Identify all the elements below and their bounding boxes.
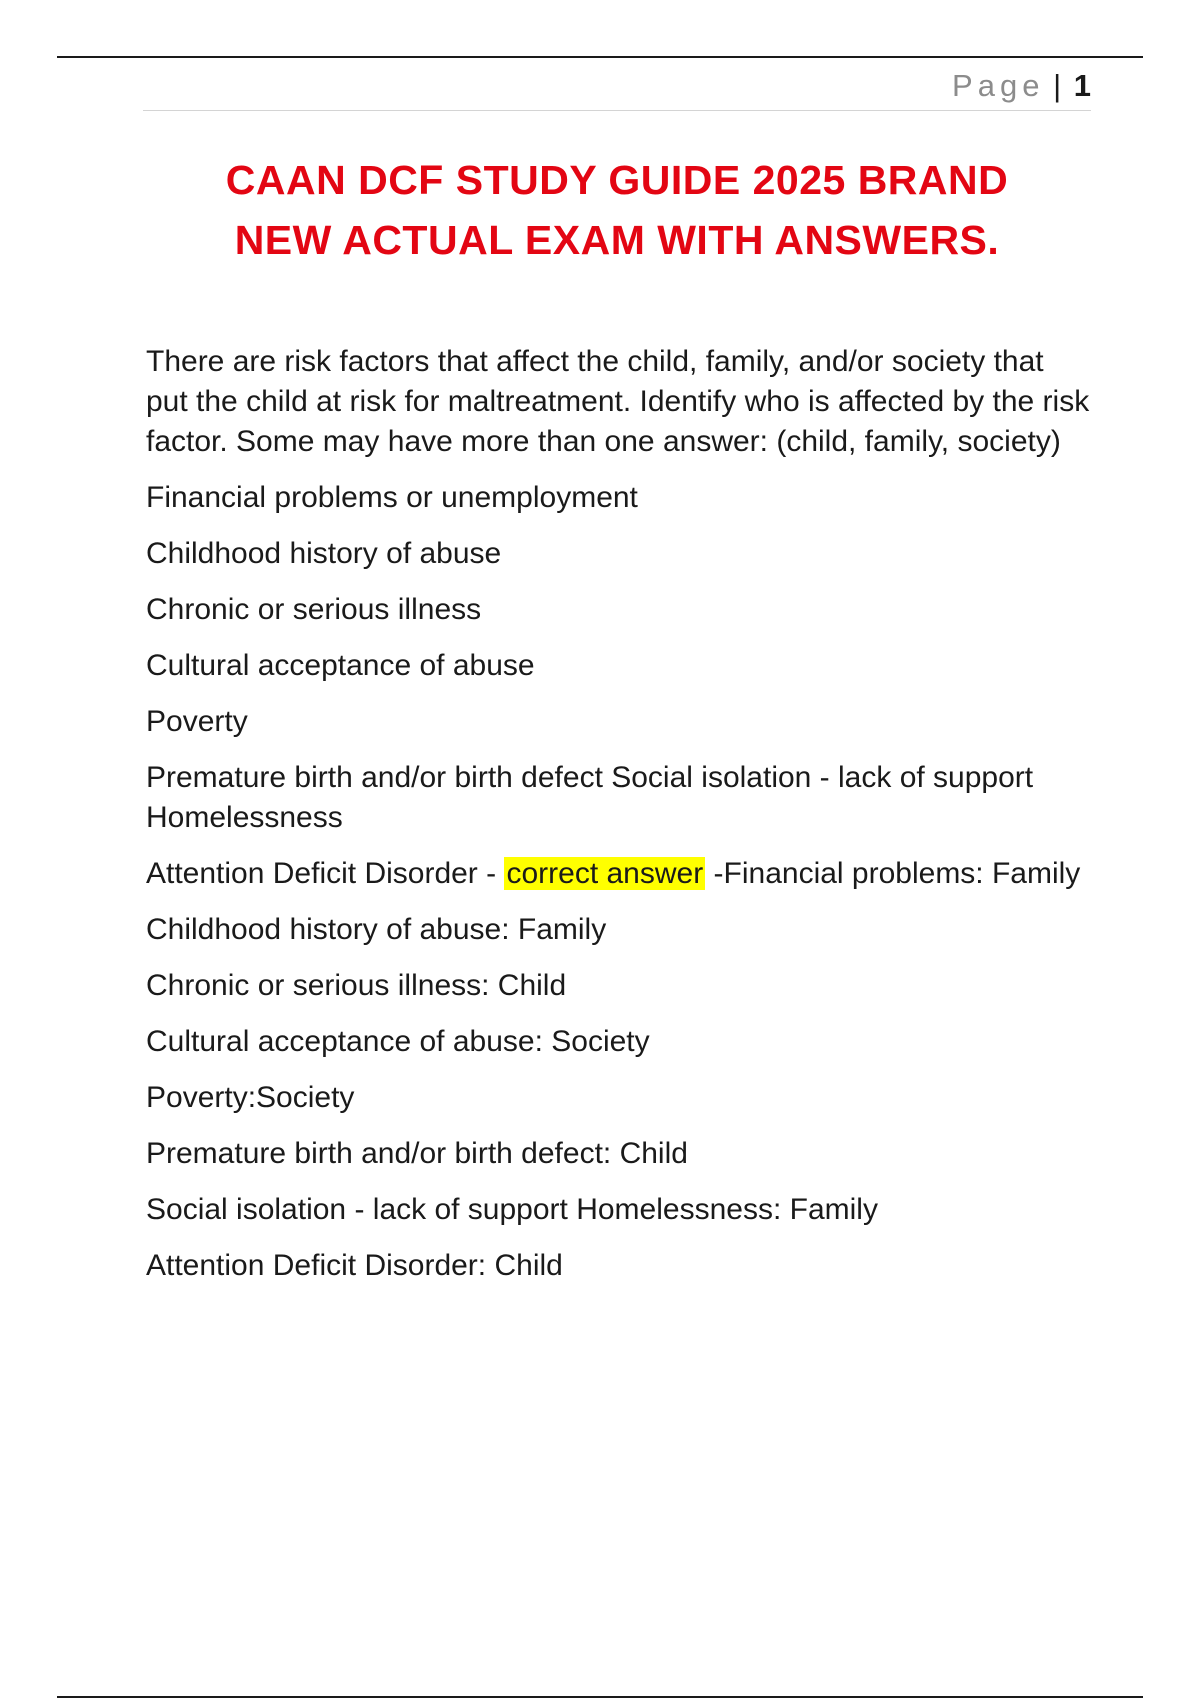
title-line-2: NEW ACTUAL EXAM WITH ANSWERS. xyxy=(234,217,1000,263)
answer-item: Attention Deficit Disorder: Child xyxy=(146,1249,563,1282)
answer-item: Childhood history of abuse: Family xyxy=(146,913,607,946)
bottom-rule xyxy=(57,1696,1143,1698)
last-risk-factor-text: Attention Deficit Disorder - xyxy=(146,857,505,890)
answer-item: Poverty:Society xyxy=(146,1081,355,1114)
page-separator: | xyxy=(1053,68,1062,103)
risk-factor-item: Poverty xyxy=(146,705,248,738)
answer-item: Premature birth and/or birth defect: Child xyxy=(146,1137,688,1170)
answer-item: Social isolation - lack of support Homelessness: Family xyxy=(146,1193,878,1226)
page-header xyxy=(143,66,1091,111)
top-rule xyxy=(57,56,1143,58)
risk-factor-item: Chronic or serious illness xyxy=(146,593,482,626)
page-label: Page xyxy=(952,68,1045,103)
answer-item: Cultural acceptance of abuse: Society xyxy=(146,1025,650,1058)
risk-factor-item: Childhood history of abuse xyxy=(146,537,502,570)
title-line-1: CAAN DCF STUDY GUIDE 2025 BRAND xyxy=(225,157,1009,203)
answer-item: Chronic or serious illness: Child xyxy=(146,969,567,1002)
first-answer-text: -Financial problems: Family xyxy=(705,857,1081,890)
document-body xyxy=(146,342,1091,1302)
page-number: 1 xyxy=(1073,68,1091,103)
document-title xyxy=(143,150,1091,270)
risk-factor-item: Cultural acceptance of abuse xyxy=(146,649,535,682)
correct-answer-highlight: correct answer xyxy=(506,857,704,890)
risk-factor-item: Premature birth and/or birth defect Social isolation - lack of support Homelessness xyxy=(146,761,1034,834)
risk-factor-item-with-answer xyxy=(146,854,1091,894)
question-intro: There are risk factors that affect the child, family, and/or society that put the child at risk for maltreatment. Identify who is affected by the risk factor. Some may have more than one answer: (child, family, society) xyxy=(146,345,1090,458)
risk-factor-item: Financial problems or unemployment xyxy=(146,481,638,514)
